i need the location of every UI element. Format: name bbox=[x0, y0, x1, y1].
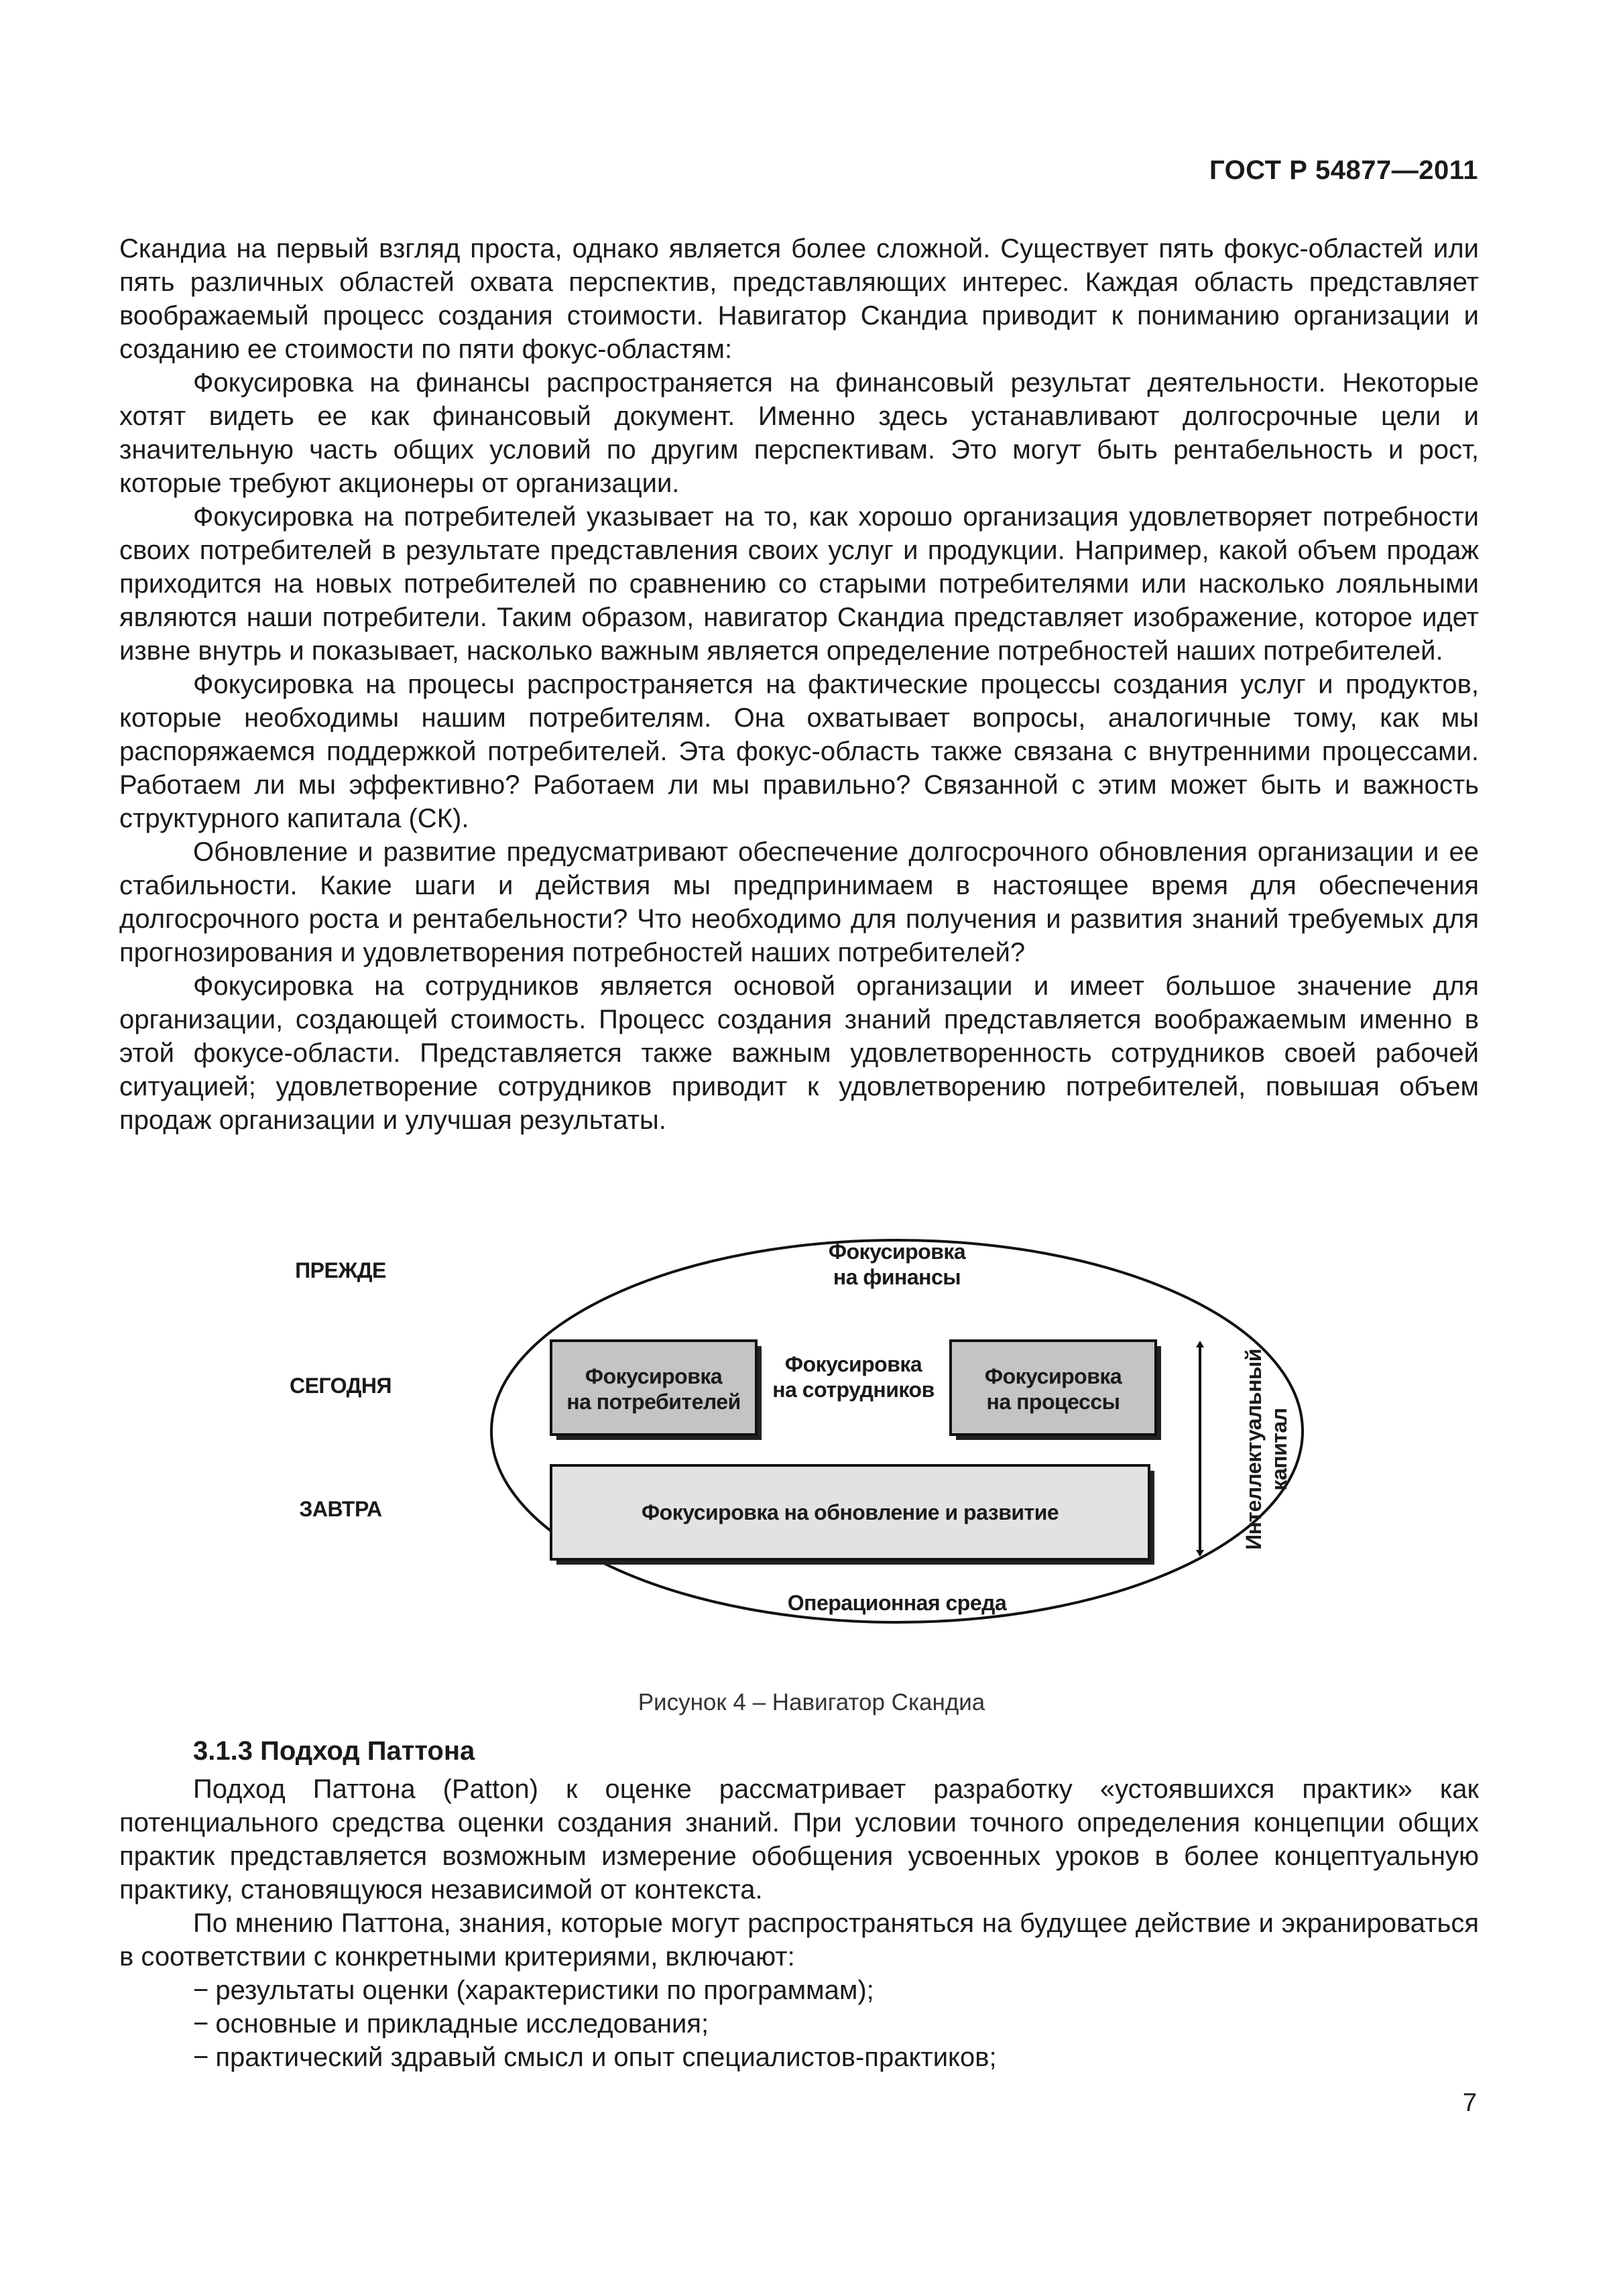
bullet-marker: − bbox=[193, 2043, 209, 2072]
intro-text bbox=[119, 232, 1479, 1137]
paragraph: Подход Паттона (Patton) к оценке рассматривает разработку «устоявшихся практик» как потенциального средства оценки создания знаний. При условии точного определения концепции общих практик представляется возможным измерение обобщения усвоенных уроков в более концептуальную практику, становящуюся независимой от контекста. bbox=[119, 1774, 1479, 1905]
environment-label: Операционная среда bbox=[787, 1591, 1007, 1615]
scandia-navigator-diagram bbox=[253, 1200, 1366, 1663]
section-heading: 3.1.3 Подход Паттона bbox=[193, 1736, 475, 1766]
employees-label: Фокусировка на сотрудников bbox=[772, 1352, 935, 1402]
row-label-before: ПРЕЖДЕ bbox=[295, 1258, 386, 1282]
paragraph: Скандиа на первый взгляд проста, однако является более сложной. Существует пять фокус-областей или пять различных областей охвата перспектив, представляющих интерес. Каждая область представляет воображаемый процесс создания стоимости. Навигатор Скандиа приводит к пониманию организации и созданию ее стоимости по пяти фокус-областям: bbox=[119, 234, 1479, 364]
figure-caption: Рисунок 4 – Навигатор Скандиа bbox=[638, 1689, 985, 1715]
processes-label: Фокусировка на процессы bbox=[984, 1364, 1122, 1414]
renewal-label: Фокусировка на обновление и развитие bbox=[641, 1500, 1059, 1524]
finance-label: Фокусировка на финансы bbox=[828, 1240, 966, 1289]
row-label-today: СЕГОДНЯ bbox=[289, 1374, 392, 1398]
row-label-tomorrow: ЗАВТРА bbox=[299, 1497, 382, 1521]
standard-number: ГОСТ Р 54877—2011 bbox=[1209, 156, 1478, 185]
paragraph: Фокусировка на процесы распространяется на фактические процессы создания услуг и продуктов, которые необходимы нашим потребителям. Она охватывает вопросы, аналогичные тому, как мы распоряжаемся поддержкой потребителей. Эта фокус-область также связана с внутренними процессами. Работаем ли мы эффективно? Работаем ли мы правильно? Связанной с этим может быть и важность структурного капитала (СК). bbox=[119, 670, 1479, 833]
section-text bbox=[119, 1772, 1479, 2074]
list-item-text: практический здравый смысл и опыт специалистов-практиков; bbox=[215, 2043, 997, 2072]
list-item-text: основные и прикладные исследования; bbox=[215, 2009, 709, 2039]
list-item bbox=[119, 2007, 1479, 2041]
bullet-marker: − bbox=[193, 1976, 209, 2005]
paragraph: Обновление и развитие предусматривают обеспечение долгосрочного обновления организации и ее стабильности. Какие шаги и действия мы предпринимаем в настоящее время для обеспечения долгосрочного роста и рентабельности? Что необходимо для получения и развития знаний требуемых для прогнозирования и удовлетворения потребностей наших потребителей? bbox=[119, 837, 1479, 967]
paragraph: Фокусировка на сотрудников является основой организации и имеет большое значение для организации, создающей стоимость. Процесс создания знаний представляется воображаемым именно в этой фокусе-области. Представляется также важным удовлетворенность сотрудников своей рабочей ситуацией; удовлетворение сотрудников приводит к удовлетворению потребителей, повышая объем продаж организации и улучшая результаты. bbox=[119, 971, 1479, 1135]
bullet-marker: − bbox=[193, 2009, 209, 2039]
intellectual-capital-label: Интеллектуальный капитал bbox=[1242, 1349, 1291, 1550]
list-item bbox=[119, 1974, 1479, 2007]
paragraph: Фокусировка на потребителей указывает на то, как хорошо организация удовлетворяет потребности своих потребителей в результате представления своих услуг и продукции. Например, какой объем продаж приходится на новых потребителей по сравнению со старыми потребителями или насколько лояльными являются наши потребители. Таким образом, навигатор Скандиа представляет изображение, которое идет извне внутрь и показывает, насколько важным является определение потребностей наших потребителей. bbox=[119, 502, 1479, 666]
list-item bbox=[119, 2041, 1479, 2074]
customers-label: Фокусировка на потребителей bbox=[566, 1364, 741, 1414]
page-number: 7 bbox=[1462, 2089, 1477, 2117]
list-item-text: результаты оценки (характеристики по программам); bbox=[215, 1976, 874, 2005]
paragraph: По мнению Паттона, знания, которые могут распространяться на будущее действие и экранироваться в соответствии с конкретными критериями, включают: bbox=[119, 1909, 1479, 1972]
paragraph: Фокусировка на финансы распространяется на финансовый результат деятельности. Некоторые хотят видеть ее как финансовый документ. Именно здесь устанавливают долгосрочные цели и значительную часть общих условий по другим перспективам. Это могут быть рентабельность и рост, которые требуют акционеры от организации. bbox=[119, 368, 1479, 498]
